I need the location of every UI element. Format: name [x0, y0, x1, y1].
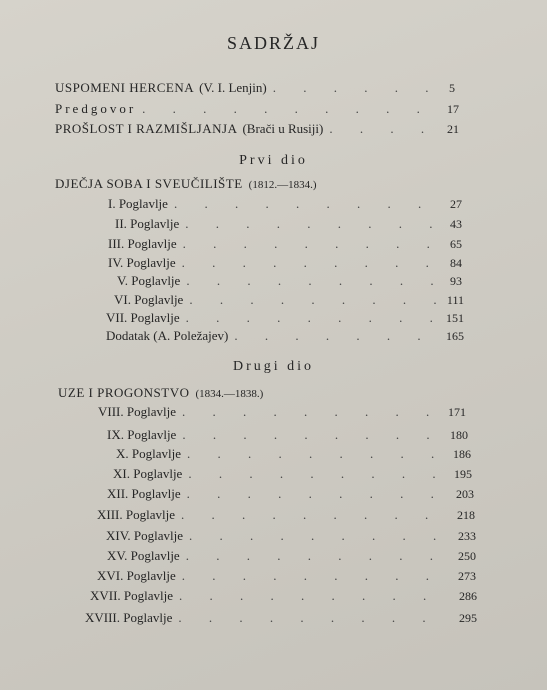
leader-dots	[183, 236, 444, 252]
toc-entry	[106, 310, 464, 326]
toc-entry-page: 111	[446, 293, 464, 307]
toc-entry-label: III. Poglavlje	[108, 236, 177, 251]
leader-dots	[182, 427, 444, 443]
toc-entry-label: IV. Poglavlje	[108, 255, 176, 270]
toc-entry-label: XIII. Poglavlje	[97, 507, 175, 522]
toc-entry-label: VIII. Poglavlje	[98, 404, 176, 419]
leader-dots	[142, 101, 441, 117]
part-heading: Drugi dio	[232, 359, 315, 374]
toc-entry	[85, 610, 477, 626]
leader-dots	[234, 328, 440, 344]
leader-dots	[181, 507, 451, 523]
toc-entry-label: X. Poglavlje	[116, 446, 181, 461]
toc-entry	[108, 236, 462, 252]
toc-entry-page: 65	[450, 237, 462, 251]
toc-entry-label: Predgovor	[55, 101, 137, 116]
toc-entry	[117, 273, 462, 289]
toc-entry-page: 180	[450, 428, 468, 442]
leader-dots	[187, 446, 447, 462]
leader-dots	[186, 310, 440, 326]
toc-entry	[114, 292, 464, 308]
toc-entry-page: 273	[458, 569, 476, 583]
toc-entry-label: XI. Poglavlje	[113, 466, 183, 481]
leader-dots	[329, 121, 441, 137]
leader-dots	[185, 216, 444, 232]
toc-entry-page: 151	[446, 311, 464, 325]
toc-entry-label: V. Poglavlje	[117, 273, 181, 288]
toc-entry	[98, 404, 466, 420]
toc-entry-page: 286	[459, 589, 477, 603]
section-years: (1812.—1834.)	[248, 179, 317, 191]
toc-entry	[113, 466, 472, 482]
part-heading: Prvi dio	[239, 153, 308, 168]
toc-entry	[106, 528, 476, 544]
toc-entry	[115, 216, 462, 232]
leader-dots	[179, 588, 453, 604]
toc-entry-page: 27	[450, 197, 462, 211]
leader-dots	[188, 466, 448, 482]
toc-entry-page: 233	[458, 529, 476, 543]
toc-entry-label: XIV. Poglavlje	[106, 528, 184, 543]
section-heading	[55, 176, 475, 192]
toc-entry-label: Dodatak (A. Poležajev)	[106, 328, 229, 343]
toc-entry-page: 93	[450, 274, 462, 288]
toc-entry-label: XVIII. Poglavlje	[85, 610, 173, 625]
toc-entry-page: 295	[459, 611, 477, 625]
toc-entry-label: I. Poglavlje	[108, 196, 168, 211]
toc-entry-label: XVI. Poglavlje	[97, 568, 176, 583]
toc-entry	[108, 255, 462, 271]
toc-entry	[55, 101, 459, 117]
toc-entry	[90, 588, 477, 604]
page-title: SADRŽAJ	[226, 33, 320, 53]
toc-entry-page: 43	[450, 217, 462, 231]
toc-entry-page: 250	[458, 549, 476, 563]
section-heading	[58, 385, 478, 401]
leader-dots	[182, 404, 442, 420]
leader-dots	[182, 255, 444, 271]
toc-entry	[97, 568, 476, 584]
toc-entry-label: XVII. Poglavlje	[90, 588, 174, 603]
toc-entry-page: 186	[453, 447, 471, 461]
toc-entry	[108, 196, 462, 212]
toc-entry-page: 5	[449, 81, 455, 95]
toc-entry	[107, 486, 474, 502]
toc-entry-page: 84	[450, 256, 462, 270]
section-title: UZE I PROGONSTVO	[58, 385, 190, 400]
toc-entry-page: 195	[454, 467, 472, 481]
toc-entry-label: XII. Poglavlje	[107, 486, 181, 501]
toc-entry	[107, 548, 476, 564]
section-years: (1834.—1838.)	[195, 388, 264, 400]
toc-entry	[55, 80, 455, 96]
leader-dots	[186, 548, 452, 564]
toc-entry-label: PROŠLOST I RAZMIŠLJANJA	[55, 121, 238, 136]
toc-entry-page: 21	[447, 122, 459, 136]
leader-dots	[273, 80, 443, 96]
toc-entry-note: (Brači u Rusiji)	[242, 121, 324, 136]
toc-entry	[116, 446, 471, 462]
leader-dots	[182, 568, 452, 584]
toc-entry-page: 165	[446, 329, 464, 343]
toc-entry-label: IX. Poglavlje	[107, 427, 177, 442]
section-title: DJEČJA SOBA I SVEUČILIŠTE	[55, 176, 243, 191]
toc-entry-note: (V. I. Lenjin)	[199, 80, 267, 95]
leader-dots	[189, 292, 441, 308]
toc-entry-label: XV. Poglavlje	[107, 548, 180, 563]
toc-entry	[55, 121, 459, 137]
toc-entry-page: 203	[456, 487, 474, 501]
leader-dots	[186, 273, 444, 289]
toc-entry	[97, 507, 475, 523]
leader-dots	[174, 196, 444, 212]
toc-entry-label: II. Poglavlje	[115, 216, 180, 231]
toc-entry	[106, 328, 464, 344]
toc-entry-label: VI. Poglavlje	[114, 292, 184, 307]
toc-entry-page: 17	[447, 102, 459, 116]
toc-entry-label: VII. Poglavlje	[106, 310, 180, 325]
leader-dots	[187, 486, 450, 502]
toc-entry-page: 218	[457, 508, 475, 522]
toc-entry-label: USPOMENI HERCENA	[55, 80, 195, 95]
leader-dots	[189, 528, 452, 544]
leader-dots	[178, 610, 453, 626]
toc-entry	[107, 427, 468, 443]
toc-entry-page: 171	[448, 405, 466, 419]
